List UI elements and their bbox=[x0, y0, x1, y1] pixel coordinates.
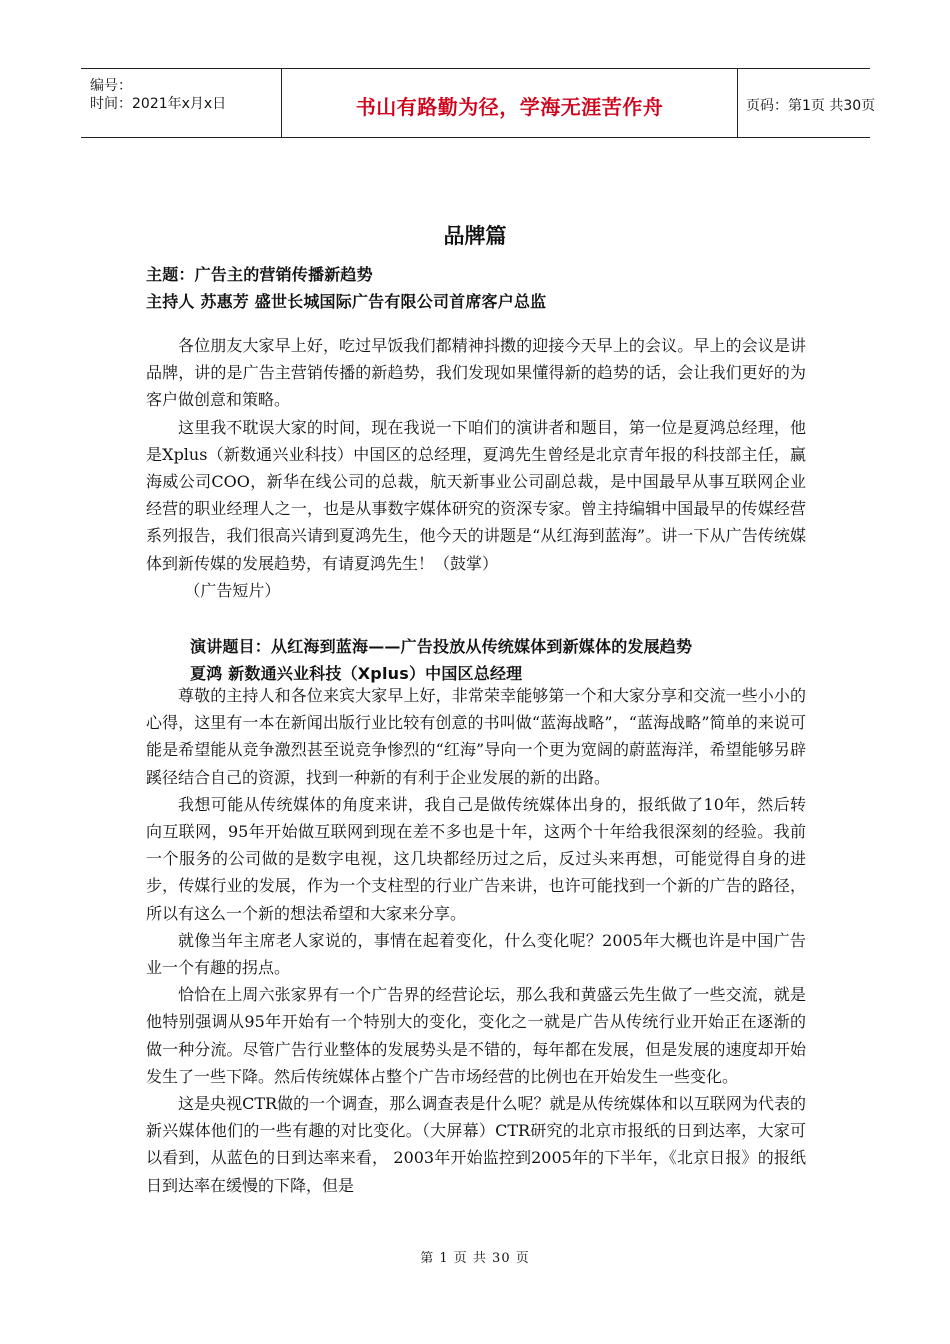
speech-section bbox=[146, 682, 806, 1199]
header-page-cell bbox=[736, 69, 876, 137]
intro-section bbox=[146, 332, 806, 604]
speech-paragraph: 我想可能从传统媒体的角度来讲，我自己是做传统媒体出身的，报纸做了10年，然后转向互联网，95年开始做互联网到现在差不多也是十年，这两个十年给我很深刻的经验。我前一个服务的公司做的是数字电视，这几块都经历过之后，反过头来再想，可能觉得自身的进步，传媒行业的发展，作为一个支柱型的行业广告来讲，也许可能找到一个新的广告的路径，所以有这么一个新的想法希望和大家来分享。 bbox=[146, 794, 806, 923]
intro-paragraph: 各位朋友大家早上好，吃过早饭我们都精神抖擞的迎接今天早上的会议。早上的会议是讲品牌，讲的是广告主营销传播的新趋势，我们发现如果懂得新的趋势的话，会让我们更好的为客户做创意和策略。 bbox=[146, 336, 806, 410]
speech-paragraph: 就像当年主席老人家说的，事情在起着变化，什么变化呢？2005年大概也许是中国广告业一个有趣的拐点。 bbox=[146, 930, 806, 978]
header-motto: 书山有路勤为径，学海无涯苦作舟 bbox=[355, 95, 664, 119]
header-motto-cell bbox=[281, 69, 738, 137]
intro-note: （广告短片） bbox=[184, 580, 281, 600]
speech-paragraph: 尊敬的主持人和各位来宾大家早上好，非常荣幸能够第一个和大家分享和交流一些小小的心得，这里有一本在新闻出版行业比较有创意的书叫做“蓝海战略”，“蓝海战略”简单的来说可能是希望能从竞争激烈甚至说竞争惨烈的“红海”导向一个更为宽阔的蔚蓝海洋，希望能够另辟蹊径结合自己的资源，找到一种新的有利于企业发展的新的出路。 bbox=[146, 686, 806, 787]
document-number-label: 编号： bbox=[90, 78, 132, 94]
theme-line: 主题：广告主的营销传播新趋势 bbox=[146, 265, 373, 284]
intro-paragraph: 这里我不耽误大家的时间，现在我说一下咱们的演讲者和题目，第一位是夏鸿总经理，他是Xplus（新数通兴业科技）中国区的总经理，夏鸿先生曾经是北京青年报的科技部主任，赢海威公司COO，新华在线公司的总裁，航天新事业公司副总裁，是中国最早从事互联网企业经营的职业经理人之一，也是从事数字媒体研究的资深专家。曾主持编辑中国最早的传媒经营系列报告，我们很高兴请到夏鸿先生，他今天的讲题是“从红海到蓝海”。讲一下从广告传统媒体到新传媒的发展趋势，有请夏鸿先生！（鼓掌） bbox=[146, 417, 806, 573]
page-footer: 第 1 页 共 30 页 bbox=[420, 1251, 530, 1266]
document-title: 品牌篇 bbox=[443, 224, 507, 248]
host-line: 主持人 苏惠芳 盛世长城国际广告有限公司首席客户总监 bbox=[146, 292, 547, 311]
speech-paragraph: 这是央视CTR做的一个调查，那么调查表是什么呢？就是从传统媒体和以互联网为代表的新兴媒体他们的一些有趣的对比变化。（大屏幕）CTR研究的北京市报纸的日到达率，大家可以看到，从蓝色的日到达率来看， 2003年开始监控到2005年的下半年，《北京日报》的报纸日到达率在缓慢的下降，但是 bbox=[146, 1094, 806, 1195]
speech-title: 演讲题目：从红海到蓝海——广告投放从传统媒体到新媒体的发展趋势 bbox=[190, 637, 693, 656]
header-page-info: 页码：第1页 共30页 bbox=[746, 98, 876, 114]
document-time-label: 时间：2021年x月x日 bbox=[90, 96, 227, 112]
header-meta-cell bbox=[81, 69, 281, 137]
speaker-line: 夏鸿 新数通兴业科技（Xplus）中国区总经理 bbox=[190, 664, 523, 683]
header-table bbox=[81, 68, 876, 138]
speech-paragraph: 恰恰在上周六张家界有一个广告界的经营论坛，那么我和黄盛云先生做了一些交流，就是他特别强调从95年开始有一个特别大的变化，变化之一就是广告从传统行业开始正在逐渐的做一种分流。尽管广告行业整体的发展势头是不错的，每年都在发展，但是发展的速度却开始发生了一些下降。然后传统媒体占整个广告市场经营的比例也在开始发生一些变化。 bbox=[146, 985, 806, 1086]
